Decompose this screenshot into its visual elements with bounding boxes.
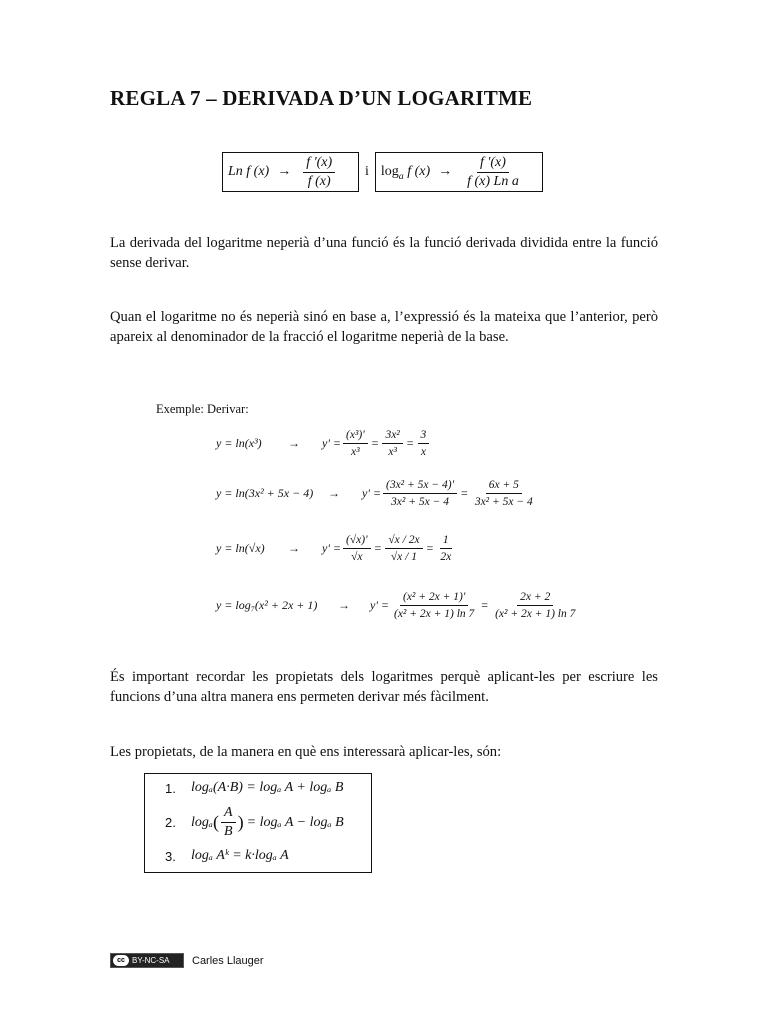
arrow-icon: →	[438, 164, 453, 179]
log-fraction	[464, 155, 522, 190]
paragraph-base-a: Quan el logaritme no és neperià sinó en base a, l’expressió és la mateixa que l’anterior, però apareix al denominador de la fracció el logaritme neperià de la base.	[110, 309, 658, 345]
properties-box	[144, 773, 372, 873]
property-1: 1. logₐ(A·B) = logₐ A + logₐ B	[165, 780, 344, 796]
example-fraction: $\frac{6x + 5}{\text{3x² + 5x − 4}}$	[474, 479, 533, 508]
arrow-icon: →	[328, 486, 340, 500]
log-numerator: f '(x)	[477, 155, 509, 173]
arrow-icon: →	[338, 598, 350, 612]
ln-fraction	[303, 155, 335, 190]
property-2: 2. logₐ ( $\frac{A}{B}$ ) = logₐ A − logₐ B	[165, 805, 344, 839]
property-text: logₐ(A·B) = logₐ A + logₐ B	[191, 780, 344, 795]
example-lhs: y = ln(3x² + 5x − 4)	[216, 486, 314, 500]
log-formula-box	[375, 152, 543, 192]
example-fraction: $\frac{2x + 2}{\text{(x² + 2x + 1) ln 7}}$	[495, 591, 576, 620]
example-lhs: y = log₇(x² + 2x + 1)	[216, 598, 318, 612]
property-fraction: $\frac{A}{B}$	[221, 805, 236, 840]
ln-numerator: f '(x)	[303, 155, 335, 173]
example-fraction: $\frac{(√x)'}{√x}$	[343, 533, 371, 564]
connector-i: i	[365, 164, 369, 179]
example-fraction: $\frac{\text{(x³)'}}{\text{x³}}$	[343, 428, 368, 459]
cc-icon: cc	[113, 955, 129, 966]
page-title: REGLA 7 – DERIVADA D’UN LOGARITME	[110, 86, 533, 110]
ln-formula-box	[222, 152, 359, 192]
arrow-icon: →	[288, 541, 300, 555]
property-3: 3. logₐ Aᵏ = k·logₐ A	[165, 848, 289, 864]
paragraph-properties-intro: És important recordar les propietats dels logaritmes perquè aplicant-les per escriure les funcions d’una altra manera ens permeten derivar més fàcilment.	[110, 669, 658, 705]
yprime-label: y' =	[322, 436, 341, 450]
ln-lhs: Ln f (x)	[228, 164, 270, 179]
example-1: y = ln(x³) → y' = $\frac{\text{(x³)'}}{\text{x³}}$ = $\frac{\text{3x²}}{\text{x³}}$ = $\frac{3}{x}$	[216, 428, 431, 459]
yprime-label: y' =	[370, 598, 389, 612]
example-fraction: $\frac{\text{(3x² + 5x − 4)'}}{\text{3x² + 5x − 4}}$	[383, 478, 457, 509]
yprime-label: y' =	[322, 541, 341, 555]
example-2: y = ln(3x² + 5x − 4) → y' = $\frac{\text{(3x² + 5x − 4)'}}{\text{3x² + 5x − 4}}$ = $\frac{6x + 5}{\text{3x² + 5x − 4}}$	[216, 478, 538, 509]
yprime-label: y' =	[362, 486, 381, 500]
example-lhs: y = ln(√x)	[216, 541, 265, 555]
cc-license-badge: cc BY-NC-SA	[110, 953, 184, 968]
arrow-icon: →	[288, 436, 300, 450]
example-label: Exemple: Derivar:	[156, 402, 249, 416]
example-fraction: $\frac{√x / 2x}{√x / 1}$	[385, 533, 422, 564]
property-text: logₐ Aᵏ = k·logₐ A	[191, 848, 289, 863]
arrow-icon: →	[277, 164, 292, 179]
ln-denominator: f (x)	[307, 173, 331, 189]
example-3: y = ln(√x) → y' = $\frac{(√x)'}{√x}$ = $\frac{√x / 2x}{√x / 1}$ = $\frac{1}{2x}$	[216, 533, 456, 564]
log-denominator: f (x) Ln a	[467, 173, 519, 189]
example-4: y = log₇(x² + 2x + 1) → y' = $\frac{\text{(x² + 2x + 1)'}}{\text{(x² + 2x + 1) ln 7}}$ = $\frac{2x + 2}{\text{(x² + 2x + 1) ln 7}}$	[216, 590, 580, 621]
example-fraction: $\frac{1}{2x}$	[440, 534, 452, 563]
author-name: Carles Llauger	[192, 954, 264, 967]
log-lhs: $\log_a f$ (x)	[380, 164, 431, 182]
example-lhs: y = ln(x³)	[216, 436, 262, 450]
example-fraction: $\frac{\text{(x² + 2x + 1)'}}{\text{(x² + 2x + 1) ln 7}}$	[394, 591, 475, 620]
paragraph-properties-list-intro: Les propietats, de la manera en què ens interessarà aplicar-les, són:	[110, 744, 502, 760]
example-fraction: $\frac{\text{3x²}}{\text{x³}}$	[382, 428, 402, 459]
footer	[110, 953, 264, 968]
example-fraction: $\frac{3}{x}$	[418, 428, 430, 459]
paragraph-neperian: La derivada del logaritme neperià d’una funció és la funció derivada dividida entre la funció sense derivar.	[110, 235, 658, 271]
formula-row	[222, 152, 543, 192]
